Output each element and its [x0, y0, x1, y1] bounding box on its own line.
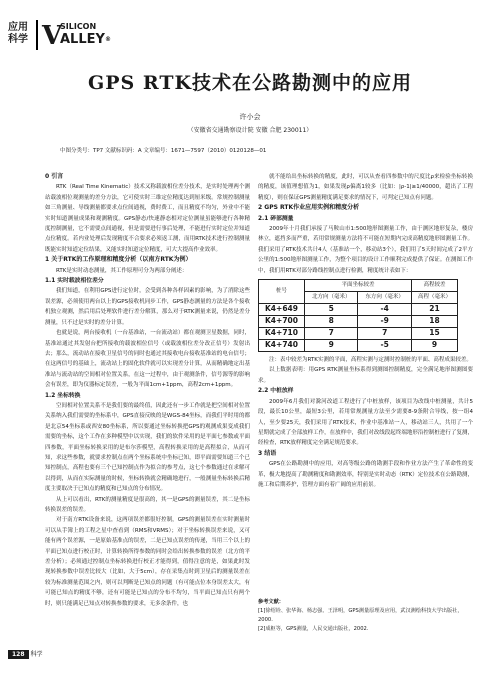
table-header-point: 桩号	[259, 280, 305, 304]
table-cell: -4	[358, 304, 411, 316]
reference-item: [2]成枢等，GPS测量，人民交通出版社，2002.	[258, 626, 369, 632]
paragraph: 就不能给出坐标转换的精度，此时，可以从查看四参数中的尺度比ρ来检验坐标转换的精度，该值理想值为1，如果发现ρ偏离1较多（比如：|ρ-1|≥1/40000，超出了工程精度），则在保证GPS测量精度满足要求的情况下，可判定已知点有问题。	[258, 174, 473, 201]
left-column	[45, 172, 250, 609]
paragraph: 从上可以看出，RTK的测量精度是很高的，其一是GPS的测量误差，其二是坐标转换误差的误差。	[45, 496, 250, 513]
table-cell: 7	[304, 328, 357, 340]
section-heading: 1 关于RTK的工作原理和精度分析（以南方RTK为例）	[45, 256, 192, 264]
page-section-label: 科学	[30, 651, 43, 658]
paragraph: GPS在公路勘测中的应用，对高等级公路的勘测手段和作业方法产生了革命性的变革，极大地提高了勘测精度和勘测效率，特别是实时动态（RTK）定位技术在公路勘测，施工和后期养护，管理方面有着广阔的应用前景。	[258, 461, 473, 488]
logo-alley: ALLEY®	[60, 32, 111, 47]
references	[258, 598, 473, 634]
paragraph: 也就是说，两台接收机（一台基准站，一台流动站）都在观测卫星数据，同时，基准站通过其发射台把所接收的载波相位信号（或载波相位差分改正信号）发射出去；那么，流动站在接收卫星信号的同时也通过其接收电台接收基准站的电台信号；在这两信号的基础上，流动站上的固化软件就可以实现差分计算，从而精确地定出基准站与流动站的空间相对位置关系，在这一过程中，由于观测条件，信号源等的影响会有误差，即为仪器标定误差，一般为平面1cm+1ppm，高程2cm+1ppm。	[45, 330, 250, 389]
precision-table	[258, 279, 458, 352]
paragraph: 注：表中较差为RTK实测的平面，高程实测与定测时控制桩的平面、高程成果较差。	[269, 357, 472, 364]
table-header-planar: 平面坐标较差	[304, 280, 411, 292]
paragraph: 空间相对位置关系不是我们要的最终值，因此还有一步工作就是把空间相对位置关系纳入我们需要的坐标系中，GPS直接反映的是WGS-84坐标，而我们平时用的都是北京54坐标系或西安80坐标系，所以要通过坐标转换把GPS的观测成果变成我们需要的坐标，这个工作在多种模型中以实现，我们的软件采用的是平面七参数或平面四参数，平面坐标转换采用的是布尔莎模型，高程转换采用的是高程拟合，从而可知，求这些参数，就要求控制点在两个坐标系统中坐标已知，即平面需要知道三个已知控制点，高程也要有三个已知控制点作为拟合的参考点，这七个参数通过在求解可以得到，从而在实际测量的时候，坐标转换就会精确地进行，一般测量坐标转换后精度主要取决于已知点的精度和已知点的分布情况。	[45, 402, 250, 493]
table-cell: 7	[358, 328, 411, 340]
section-heading: 3 结语	[258, 449, 277, 457]
paragraph: RTK是实时动态测量，其工作原理可分为两部分阐述：	[56, 267, 188, 274]
section-heading: 2.2 中桩放样	[258, 388, 294, 395]
table-cell: 9	[304, 340, 357, 352]
page-number-tag	[8, 649, 42, 658]
affiliation: （安徽省交通勘察设计院 安徽 合肥 230011）	[187, 127, 313, 134]
right-column	[258, 172, 473, 490]
logo-v-letter: V	[42, 21, 63, 51]
paragraph: 以上数据表明：用GPS RTK测量坐标系得到测图控制精度，完全满足地形图测图要求。	[258, 367, 473, 384]
references-heading: 参考文献：	[258, 599, 284, 605]
table-cell: -5	[358, 340, 411, 352]
table-subheader: 北方向（毫米）	[304, 292, 357, 304]
paragraph: 对于南方RTK设备来说，这两项误差都很好控制，GPS的测量误差在实时测量时可以从手簿上的工程之星中查看到（RMS和VRMS）；对于坐标转换误差来说，又可能有两个误差源，一是原始基准点的误差，二是已知点误差的传递，当用三个以上的平面已知点进行校正时，计算转换所得参数的同时会给出转换参数的误差（北方的平差分析）；必须通过控制点坐标转换进行校正才能得到，值得注意的是，如果此时发现转换参数中误差比较大（比如，大于5cm），存在采集点时到卫星后的测量误差在较为标准测量范围之内，则可以判断是已知点的问题（有可能点位本身误差太大，有可能已知点的精度不够，还有可能是已知点的分布不均匀，当平面已知点只有两个时，则只能满足已知点对转换参数的要求，无多余条件，也	[45, 517, 250, 607]
table-cell: 5	[304, 304, 357, 316]
table-cell: -9	[358, 316, 411, 328]
article-title: GPS RTK技术在公路勘测中的应用	[88, 72, 412, 94]
table-row	[259, 316, 458, 328]
table-cell: 15	[411, 328, 457, 340]
table-row	[259, 328, 458, 340]
paragraph: 2009年十月我们承接了马鞍山市1:500地形图测量工作，由于测区地形复杂，楼房林立，遮挡多而严重，若用常规测量方法将不可能在短期内完成高精度地形图测量工作。我们采用了RTK技术共计4人（基准站一个，移动站3个），我们用了5天时间完成了2平方公里的1:500地形图测量工作，为整个项目的设计工作顺利完成提供了保证。在测图工作中，我们用RTK对部分路线控制点进行检测，精度统计表如下：	[258, 226, 473, 274]
table-cell: K4+740	[259, 340, 305, 352]
table-subheader: 高程（毫米）	[411, 292, 457, 304]
section-heading: 2.1 碎部测量	[258, 215, 294, 222]
table-cell: 8	[304, 316, 357, 328]
page-number: 128	[8, 650, 29, 659]
table-header-elev: 高程较差	[411, 280, 457, 292]
table-row	[259, 304, 458, 316]
journal-logo	[8, 20, 148, 54]
section-heading: 0 引言	[45, 173, 64, 180]
logo-wordmark	[60, 22, 111, 48]
table-cell: K4+710	[259, 328, 305, 340]
author: 许小会	[239, 113, 261, 121]
paragraph: 2009年6月我们对滁河改道工程进行了中桩放样，该项目为改线中桩测量，共计5段，最长10公里，最短3公里，若用常规测量方法至少需要8-9条附合导线，按一组4人，至少要25天，我们采用了RTK技术，作业中基准站一人，移动站三人，共用了一个星期就完成了全部放样工作，在放样中，我们对改线段起终端地形沿控制桩进行了复测，经检查，RTK放样精度完全满足规范要求。	[258, 398, 473, 447]
section-heading: 1.1 实时载波相位差分	[45, 278, 104, 285]
table-cell: 21	[411, 304, 457, 316]
section-heading: 1.2 坐标转换	[45, 392, 81, 399]
table-cell: K4+649	[259, 304, 305, 316]
article-meta: 中图分类号：TP7 文献标识码：A 文章编号：1671—7597（2010）0120128—01	[60, 148, 267, 154]
table-cell: 18	[411, 316, 457, 328]
table-cell: K4+700	[259, 316, 305, 328]
logo-chinese-text: 应用 科学	[8, 22, 28, 45]
paragraph: RTK（Real Time Kinematic）技术又称载波相位差分技术，是实时处理两个测站载波相位观测量的差分方法，它可使实时三维定位精度达到厘米级。常规控制测量如三角测量、导线测量都要求点位间通视，费时费工，而且精度不均匀，外业中不能实时知道测量成果和观测精度。GPS静态/快速静态相对定位测量虽能够进行各种精度控制测量，它不需要点间通视，但是需要进行事后处理，不能进行实时定位并知道点位精度。若内业处理后发现精度不合要求必须返工测，而用RTK技术进行控制测量既能实时知道定位结果，又能实时知道定位精度，可大大提高作业效率。	[45, 184, 250, 253]
logo-silicon: SILICON	[60, 22, 97, 31]
table-cell: 9	[411, 340, 457, 352]
section-heading: 2 GPS RTK作业应用实例和精度分析	[258, 204, 360, 212]
table-subheader: 东方向（毫米）	[358, 292, 411, 304]
table-row	[259, 340, 458, 352]
reference-item: [1]徐绍铨、张华海、杨志强、王泽明，GPS测量原理及应用，武汉测绘科技大学出版社，2000.	[258, 608, 463, 623]
paragraph: 我们知道，在利用GPS进行定位时，会受到各种各样因素的影响，为了消除这些误差源，必须使用两台以上的GPS接收机同步工作，GPS静态测量的方法是各个接收机独立观测，然后用后处理软件进行差分解算，那么对于RTK测量来说，仍然是差分测量，只不过是实时的差分计算。	[45, 288, 250, 326]
